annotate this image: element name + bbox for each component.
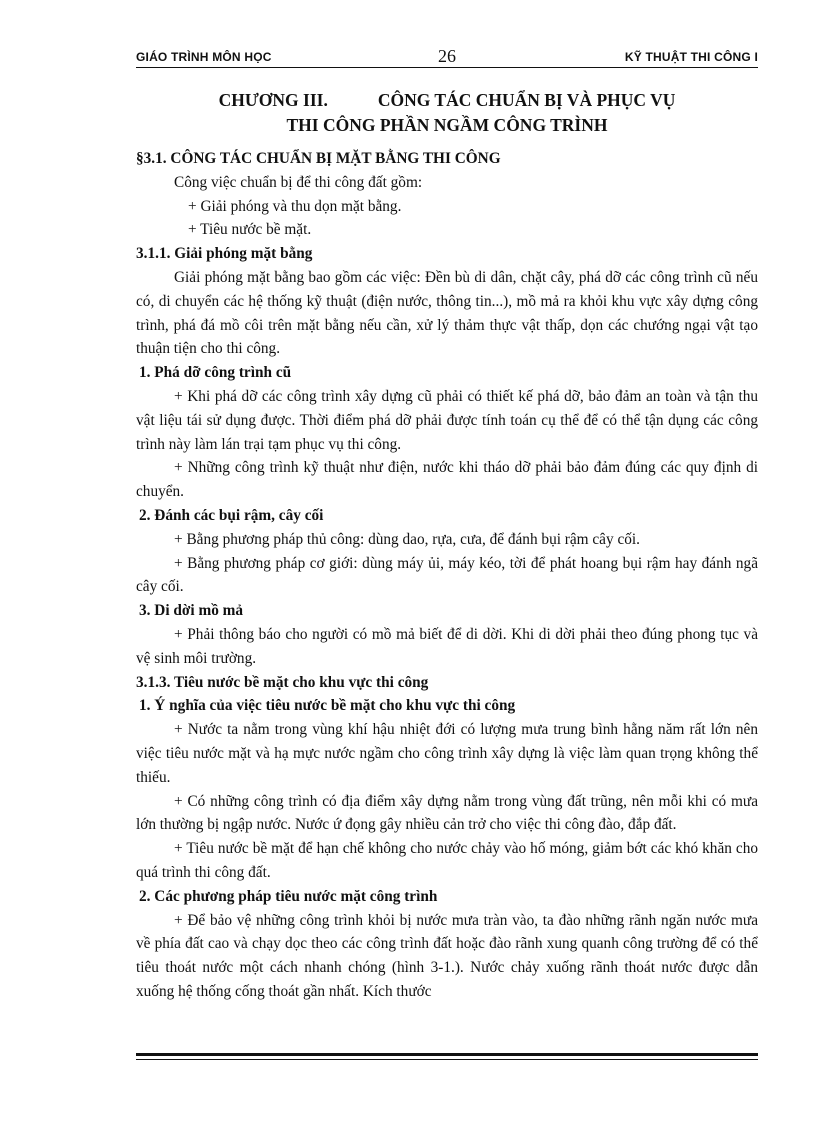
page-content [136,88,758,1004]
page-header [136,46,758,68]
footer-rule-thick [136,1053,758,1056]
header-subject-label: KỸ THUẬT THI CÔNG I [624,50,758,64]
section-heading: §3.1. CÔNG TÁC CHUẨN BỊ MẶT BẰNG THI CÔNG [136,150,501,167]
section-heading: 3. Di dời mồ mả [139,602,244,620]
header-rule [136,67,758,68]
paragraph: + Giải phóng và thu dọn mặt bằng. [188,197,402,215]
paragraph: + Bằng phương pháp thủ công: dùng dao, rựa, cưa, để đánh bụi rậm cây cối. [174,530,640,548]
footer-rule-thin [136,1059,758,1060]
paragraph: + Phải thông báo cho người có mồ mả biết để di dời. Khi di dời phải theo đúng phong tục và vệ sinh môi trường. [136,625,758,667]
section-heading: 1. Ý nghĩa của việc tiêu nước bề mặt cho khu vực thi công [139,697,516,715]
chapter-title-line1 [136,88,758,113]
chapter-title-line2: THI CÔNG PHẦN NGẦM CÔNG TRÌNH [286,115,608,135]
paragraph: + Nước ta nằm trong vùng khí hậu nhiệt đới có lượng mưa trung bình hằng năm rất lớn nên việc tiêu nước mặt và hạ mực nước ngầm cho công trình xây dựng là việc làm quan trọng không thể thiếu. [136,721,758,786]
paragraph: + Tiêu nước bề mặt. [188,221,312,239]
page-number: 26 [438,46,456,66]
paragraph: Công việc chuẩn bị để thi công đất gồm: [174,173,423,191]
section-heading: 3.1.1. Giải phóng mặt bằng [136,245,313,263]
paragraph: Giải phóng mặt bằng bao gồm các việc: Đền bù di dân, chặt cây, phá dỡ các công trình cũ nếu có, di chuyển các hệ thống kỹ thuật (điện nước, thông tin...), mồ mả ra khỏi khu vực xây dựng công trình, phá đá mồ côi trên mặt bằng nếu cần, xử lý thảm thực vật thấp, dọn các chướng ngại vật tạo thuận tiện cho thi công. [136,268,758,358]
paragraph: + Khi phá dỡ các công trình xây dựng cũ phải có thiết kế phá dỡ, bảo đảm an toàn và tận thu vật liệu tái sử dụng được. Thời điểm phá dỡ phải được tính toán cụ thể để có thể tận dụng các công trình này làm lán trại tạm phục vụ thi công. [136,387,758,453]
paragraph: + Những công trình kỹ thuật như điện, nước khi tháo dỡ phải bảo đảm đúng các quy định di chuyển. [136,459,758,501]
chapter-title-text: CÔNG TÁC CHUẨN BỊ VÀ PHỤC VỤ [377,90,676,110]
chapter-number: CHƯƠNG III. [218,90,328,110]
paragraph: + Để bảo vệ những công trình khỏi bị nước mưa tràn vào, ta đào những rãnh ngăn nước mưa về phía đất cao và chạy dọc theo các công trình đất hoặc đào rãnh xung quanh công trường để có thể tiêu thoát nước một cách nhanh chóng (hình 3-1.). Nước chảy xuống rãnh thoát nước được dẫn xuống hệ thống cống thoát gần nhất. Kích thước [136,911,758,1000]
header-course-label: GIÁO TRÌNH MÔN HỌC [136,50,272,64]
paragraph: + Bằng phương pháp cơ giới: dùng máy ủi, máy kéo, tời để phát hoang bụi rậm hay đánh ngã cây cối. [136,554,758,596]
section-heading: 3.1.3. Tiêu nước bề mặt cho khu vực thi công [136,673,429,691]
section-heading: 1. Phá dỡ công trình cũ [139,364,292,382]
paragraph: + Tiêu nước bề mặt để hạn chế không cho nước chảy vào hố móng, giảm bớt các khó khăn cho quá trình thi công đất. [136,840,758,881]
body-text [136,147,758,1004]
paragraph: + Có những công trình có địa điểm xây dựng nằm trong vùng đất trũng, nên mỗi khi có mưa lớn thường bị ngập nước. Nước ứ đọng gây nhiều cản trở cho việc thi công đào, đắp đất. [136,792,758,834]
section-heading: 2. Các phương pháp tiêu nước mặt công trình [139,887,438,905]
section-heading: 2. Đánh các bụi rậm, cây cối [139,506,324,524]
